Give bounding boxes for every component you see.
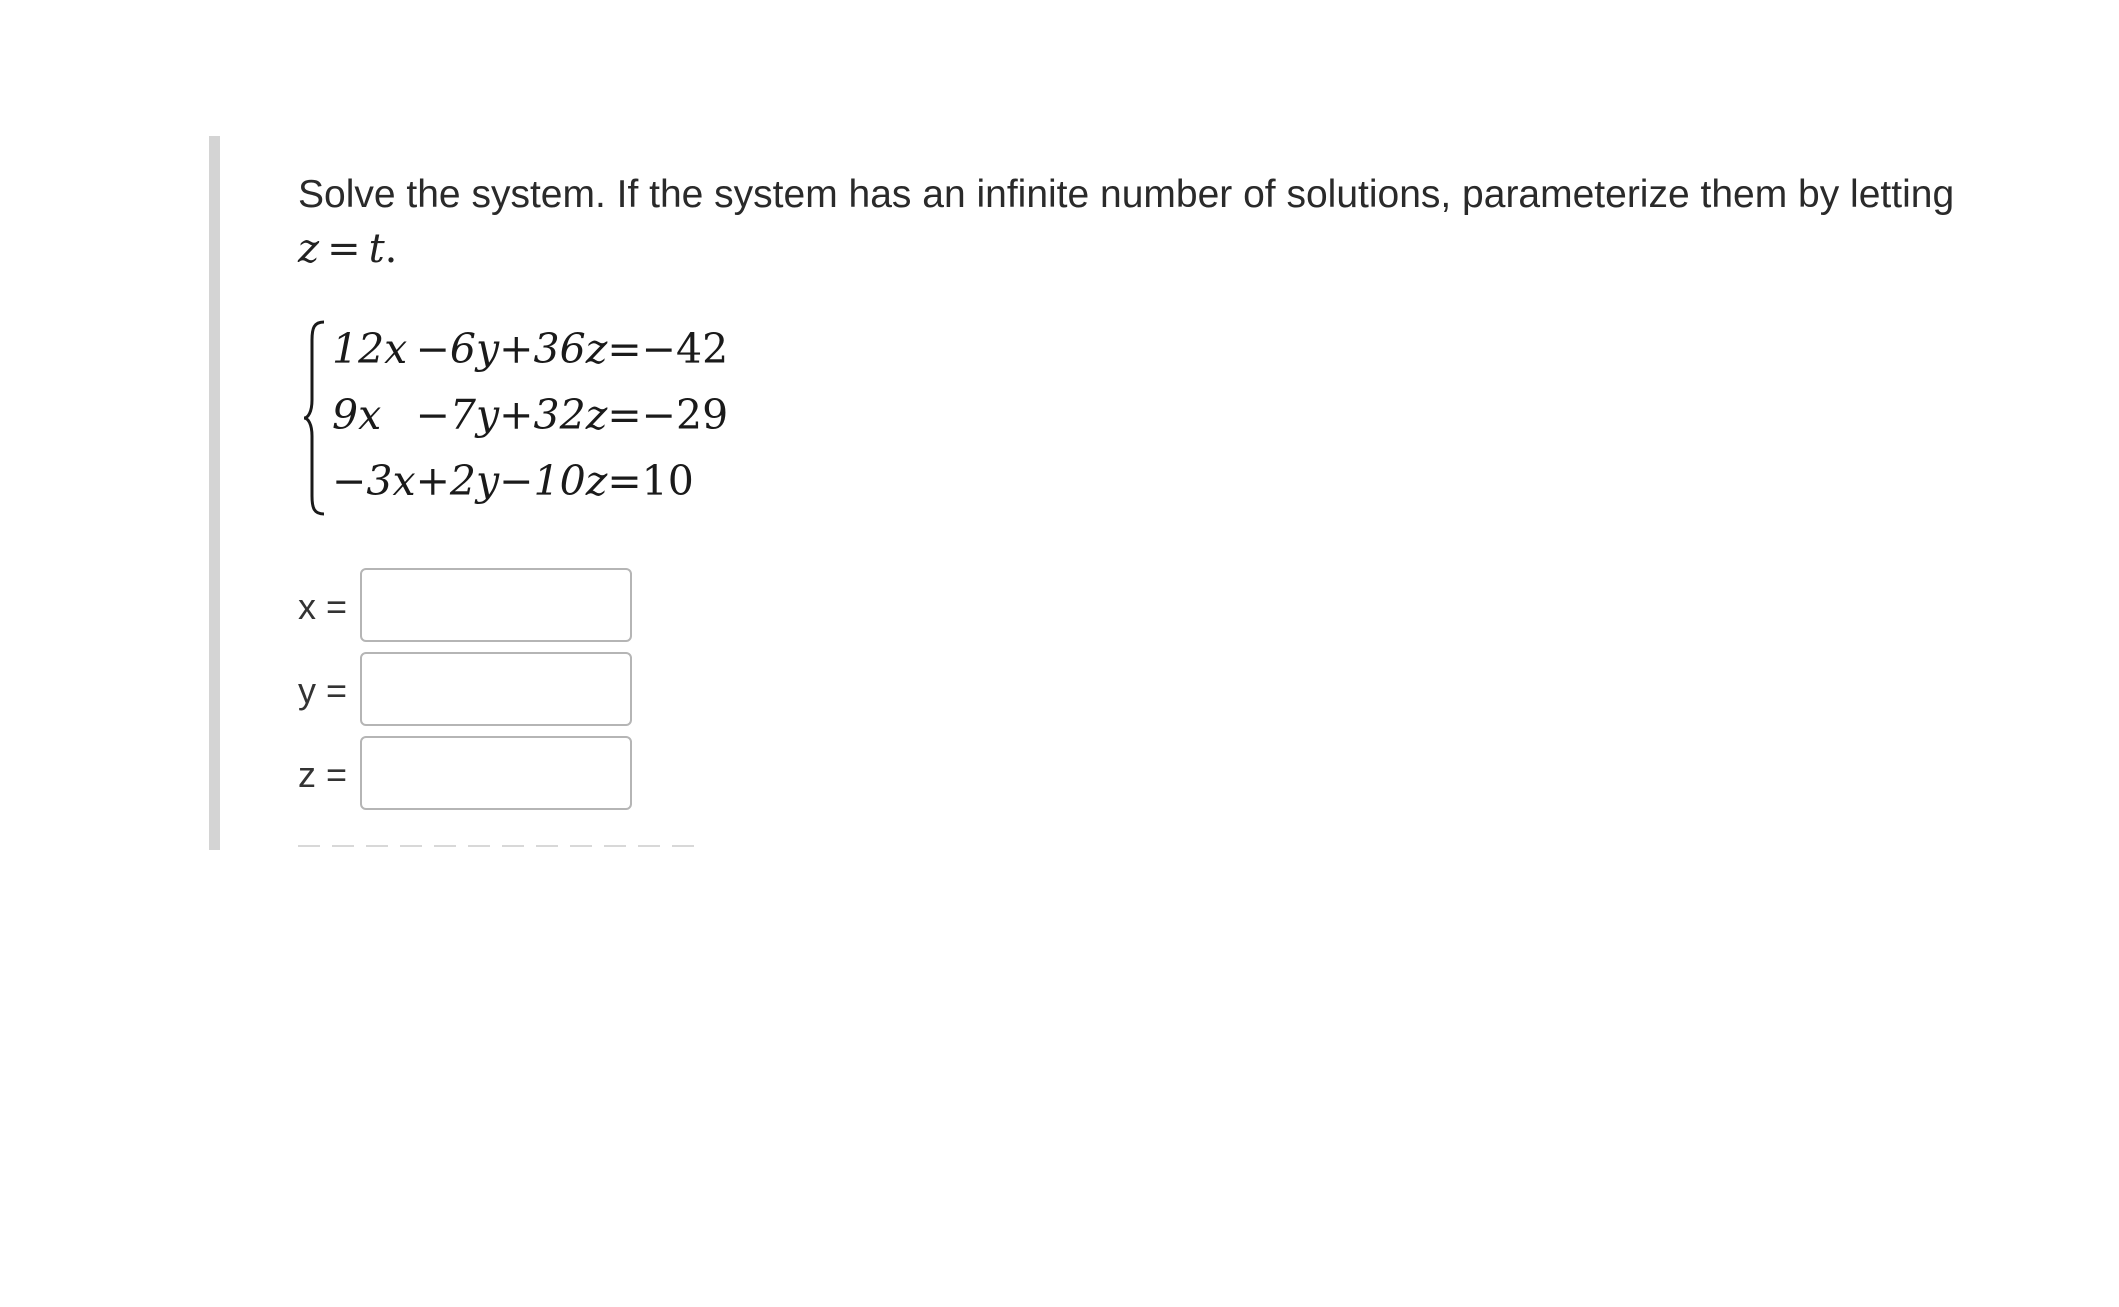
equals-sign: = bbox=[607, 457, 642, 505]
equation-row bbox=[332, 316, 728, 382]
equals-sign: = bbox=[607, 391, 642, 439]
operator: − bbox=[415, 325, 450, 373]
answer-row-x bbox=[298, 568, 698, 648]
equals-sign: = bbox=[607, 325, 642, 373]
parameter-statement bbox=[298, 222, 2058, 276]
cropped-footer-text bbox=[298, 840, 698, 848]
operator: + bbox=[499, 391, 534, 439]
x-label: x = bbox=[298, 586, 348, 627]
right-hand-side: 10 bbox=[641, 457, 694, 505]
term-x: 9x bbox=[332, 391, 382, 439]
equation-row bbox=[332, 382, 728, 448]
term-y: 6y bbox=[449, 325, 500, 373]
term-z: 32z bbox=[533, 391, 608, 439]
right-hand-side: −42 bbox=[641, 325, 729, 373]
question-left-border bbox=[209, 136, 220, 850]
operator: − bbox=[415, 391, 450, 439]
parameter-value: t bbox=[368, 226, 385, 272]
y-input[interactable] bbox=[360, 652, 632, 726]
question-prompt: Solve the system. If the system has an infinite number of solutions, parameterize them by letting bbox=[298, 173, 1955, 216]
term-z: 36z bbox=[533, 325, 608, 373]
answer-row-z bbox=[298, 736, 698, 816]
cropped-text-fragment bbox=[298, 845, 698, 847]
term-y: 2y bbox=[449, 457, 500, 505]
term-x: 12x bbox=[332, 325, 408, 373]
operator: + bbox=[415, 457, 450, 505]
parameter-period: . bbox=[384, 226, 398, 272]
term-y: 7y bbox=[449, 391, 500, 439]
operator: − bbox=[499, 457, 534, 505]
left-brace-icon bbox=[302, 318, 328, 518]
z-input[interactable] bbox=[360, 736, 632, 810]
term-x: −3x bbox=[332, 457, 416, 505]
question-container bbox=[298, 168, 2058, 795]
equation-row bbox=[332, 448, 728, 514]
parameter-equals: = bbox=[327, 226, 361, 272]
operator: + bbox=[499, 325, 534, 373]
answer-row-y bbox=[298, 652, 698, 732]
equation-table bbox=[332, 316, 728, 514]
x-input[interactable] bbox=[360, 568, 632, 642]
term-z: 10z bbox=[533, 457, 608, 505]
right-hand-side: −29 bbox=[641, 391, 729, 439]
z-label: z = bbox=[298, 754, 348, 795]
parameter-variable: z bbox=[298, 226, 320, 272]
y-label: y = bbox=[298, 670, 348, 711]
